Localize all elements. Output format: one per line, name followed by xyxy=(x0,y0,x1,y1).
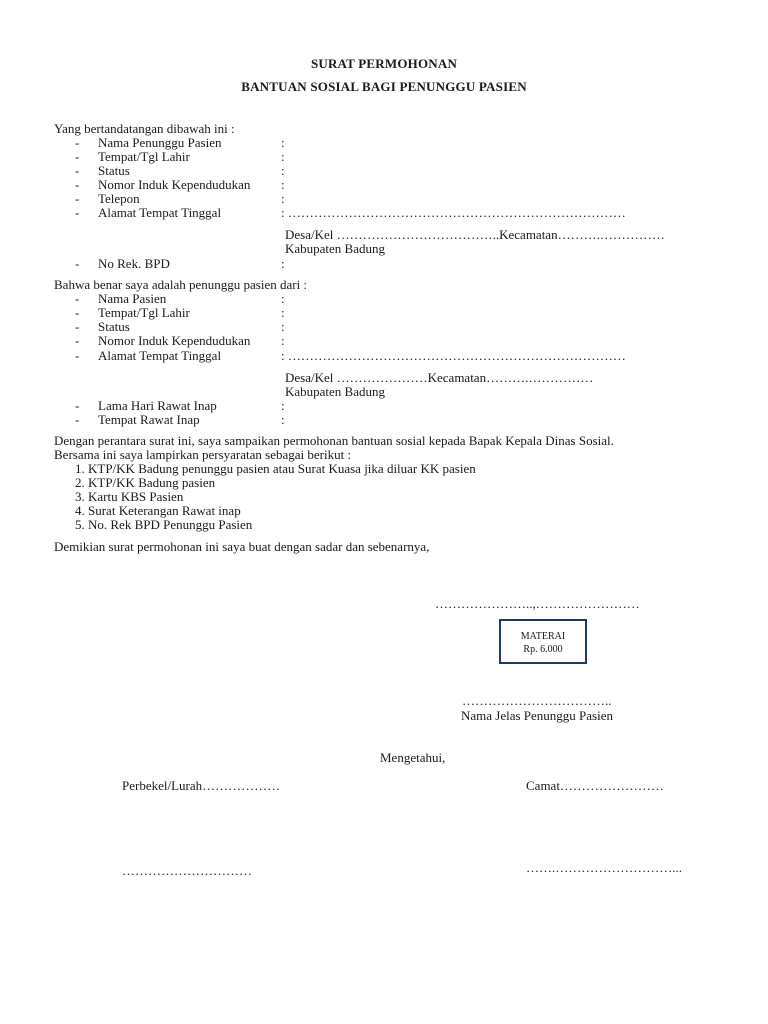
signature-name-label: Nama Jelas Penunggu Pasien xyxy=(461,708,614,723)
section2-intro: Bahwa benar saya adalah penunggu pasien dari : xyxy=(54,277,308,292)
field-dash: - xyxy=(75,205,80,220)
field-dash: - xyxy=(75,163,80,178)
attachment-item: 5. No. Rek BPD Penunggu Pasien xyxy=(75,517,253,532)
field-colon: : xyxy=(281,333,285,348)
field-dash: - xyxy=(75,135,80,150)
request-line1: Dengan perantara surat ini, saya sampaikan permohonan bantuan sosial kepada Bapak Kepala Dinas Sosial. xyxy=(54,433,614,448)
acknowledgement-heading: Mengetahui, xyxy=(380,750,446,765)
field-dash: - xyxy=(75,191,80,206)
field-dash: - xyxy=(75,412,80,427)
perbekel-lurah-title: Perbekel/Lurah……………… xyxy=(122,778,281,793)
field-colon-dotted: : …………………………………………………………………… xyxy=(281,348,626,363)
field-label-alamat: Alamat Tempat Tinggal xyxy=(98,348,222,363)
camat-title: Camat…………………… xyxy=(526,778,664,793)
field-label-nama-pasien: Nama Pasien xyxy=(98,291,167,306)
section1-intro: Yang bertandatangan dibawah ini : xyxy=(54,121,235,136)
materai-stamp-box xyxy=(499,619,587,664)
letter-title: SURAT PERMOHONAN xyxy=(310,56,458,71)
field-colon: : xyxy=(281,135,285,150)
field-label-lama-rawat: Lama Hari Rawat Inap xyxy=(98,398,217,413)
stamp-label: MATERAI xyxy=(520,631,566,642)
field-dash: - xyxy=(75,305,80,320)
field-dash: - xyxy=(75,149,80,164)
field-label-nik: Nomor Induk Kependudukan xyxy=(98,333,251,348)
closing-statement: Demikian surat permohonan ini saya buat dengan sadar dan sebenarnya, xyxy=(54,539,430,554)
field-colon-dotted: : …………………………………………………………………… xyxy=(281,205,626,220)
field-colon: : xyxy=(281,291,285,306)
field-dash: - xyxy=(75,256,80,271)
request-line2: Bersama ini saya lampirkan persyaratan sebagai berikut : xyxy=(54,447,352,462)
field-label-status: Status xyxy=(98,163,130,178)
attachment-item: 3. Kartu KBS Pasien xyxy=(75,489,184,504)
field-label-nik: Nomor Induk Kependudukan xyxy=(98,177,251,192)
field-label-telepon: Telepon xyxy=(98,191,140,206)
field-dash: - xyxy=(75,398,80,413)
field-colon: : xyxy=(281,398,285,413)
field-colon: : xyxy=(281,191,285,206)
field-label-rek-bpd: No Rek. BPD xyxy=(98,256,170,271)
field-label-tempat-rawat: Tempat Rawat Inap xyxy=(98,412,200,427)
field-label-ttl: Tempat/Tgl Lahir xyxy=(98,305,190,320)
address-kabupaten: Kabupaten Badung xyxy=(285,241,386,256)
field-label-status: Status xyxy=(98,319,130,334)
field-dash: - xyxy=(75,177,80,192)
place-date-line: …………………..,…………………… xyxy=(435,596,640,611)
field-colon: : xyxy=(281,163,285,178)
attachment-item: 1. KTP/KK Badung penunggu pasien atau Surat Kuasa jika diluar KK pasien xyxy=(75,461,476,476)
field-label-nama-penunggu: Nama Penunggu Pasien xyxy=(98,135,222,150)
attachment-item: 2. KTP/KK Badung pasien xyxy=(75,475,216,490)
field-dash: - xyxy=(75,319,80,334)
stamp-value: Rp. 6.000 xyxy=(523,644,563,655)
address-desa-kecamatan: Desa/Kel ………………………………..Kecamatan……….…………… xyxy=(285,227,665,242)
field-colon: : xyxy=(281,319,285,334)
field-colon: : xyxy=(281,256,285,271)
field-label-ttl: Tempat/Tgl Lahir xyxy=(98,149,190,164)
signature-dots: …………………………….. xyxy=(462,693,612,708)
field-dash: - xyxy=(75,291,80,306)
field-dash: - xyxy=(75,333,80,348)
camat-signature-dots: …….………………………... xyxy=(526,860,682,875)
field-colon: : xyxy=(281,305,285,320)
field-colon: : xyxy=(281,412,285,427)
field-dash: - xyxy=(75,348,80,363)
field-colon: : xyxy=(281,177,285,192)
address-desa-kecamatan: Desa/Kel …………………Kecamatan……….…………… xyxy=(285,370,594,385)
attachment-item: 4. Surat Keterangan Rawat inap xyxy=(75,503,241,518)
perbekel-signature-dots: ………………………… xyxy=(122,863,252,878)
address-kabupaten: Kabupaten Badung xyxy=(285,384,386,399)
field-colon: : xyxy=(281,149,285,164)
field-label-alamat: Alamat Tempat Tinggal xyxy=(98,205,222,220)
letter-subtitle: BANTUAN SOSIAL BAGI PENUNGGU PASIEN xyxy=(241,79,527,94)
